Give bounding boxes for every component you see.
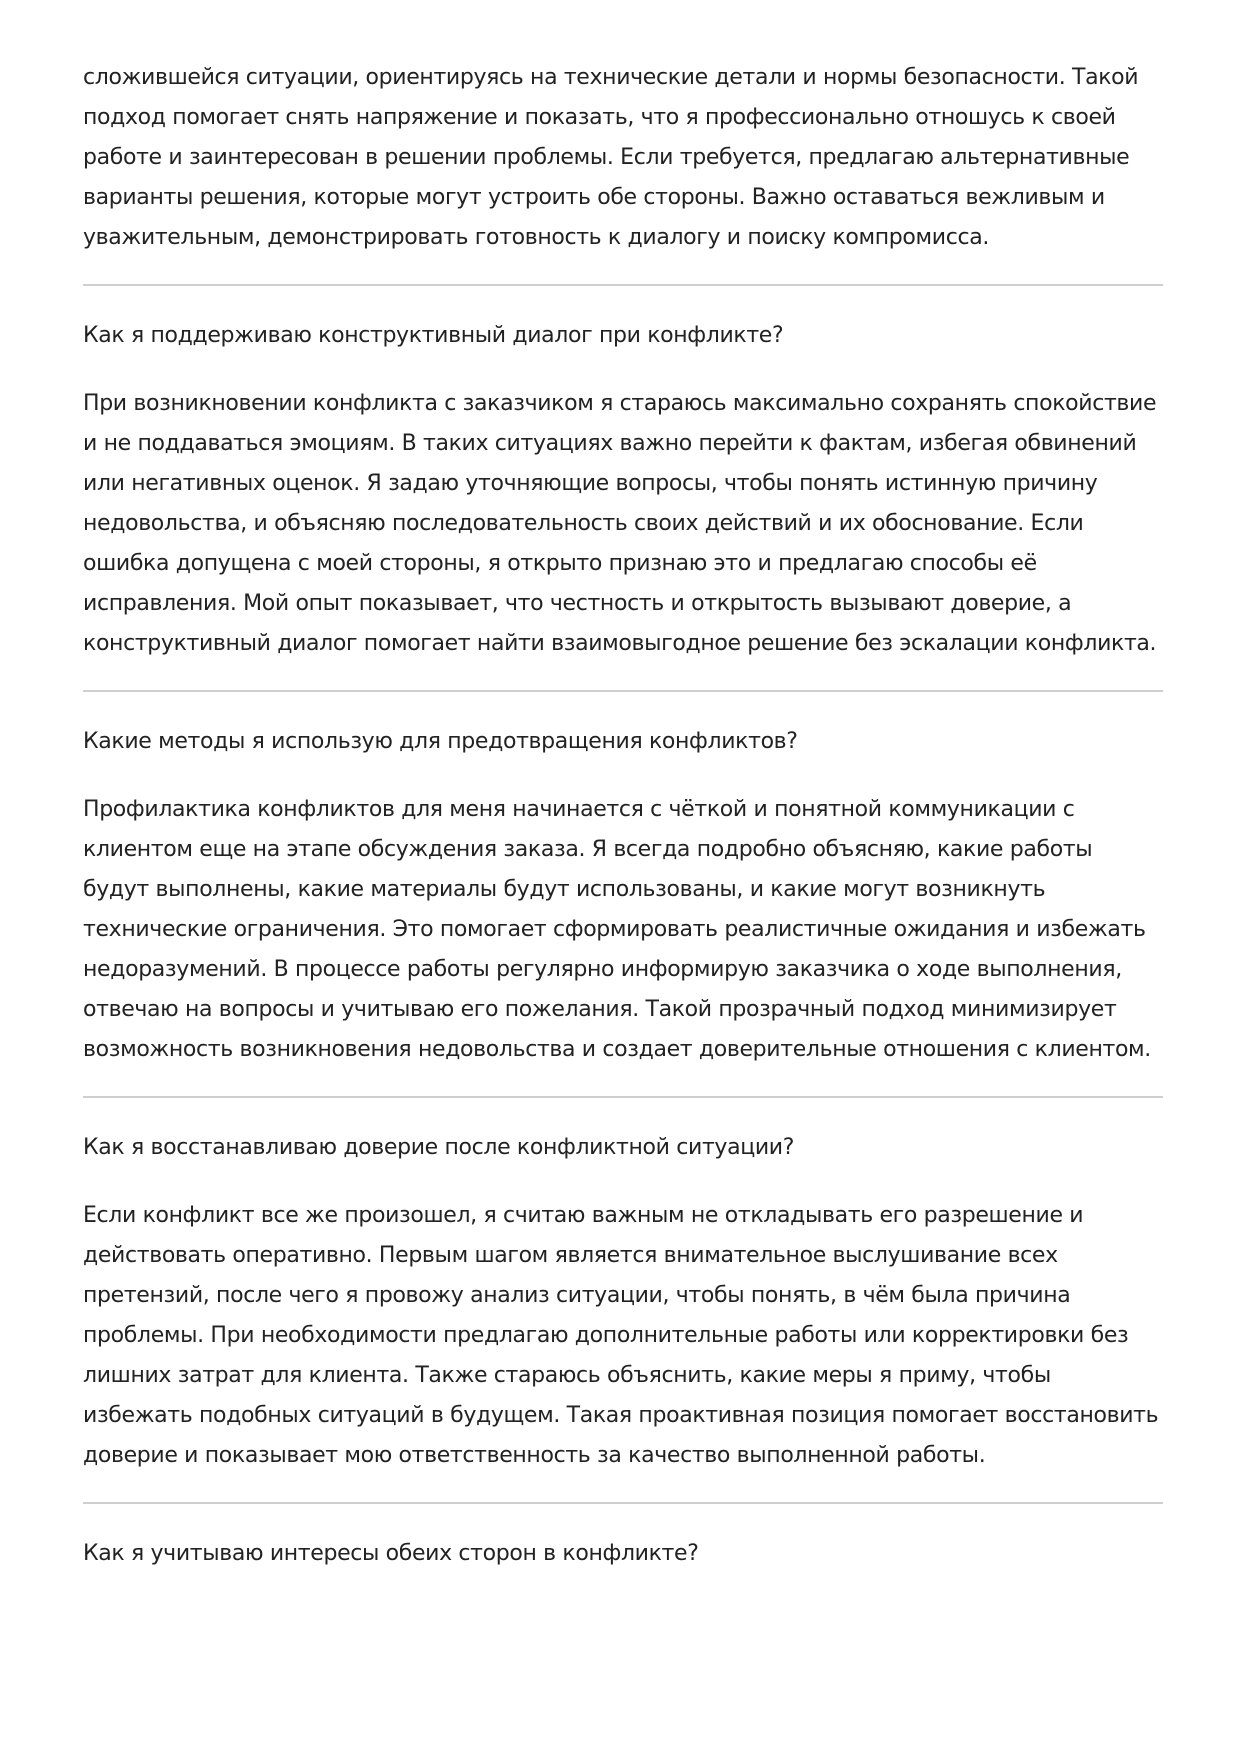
section-divider: [83, 690, 1163, 692]
section-answer: Профилактика конфликтов для меня начинается с чёткой и понятной коммуникации с клиентом еще на этапе обсуждения заказа. Я всегда подробно объясняю, какие работы будут выполнены, какие материалы будут использованы, и какие могут возникнуть технические ограничения. Это помогает сформировать реалистичные ожидания и избежать недоразумений. В процессе работы регулярно информирую заказчика о ходе выполнения, отвечаю на вопросы и учитываю его пожелания. Такой прозрачный подход минимизирует возможность возникновения недовольства и создает доверительные отношения с клиентом.: [83, 797, 1151, 1062]
section-divider: [83, 1096, 1163, 1098]
section-question: Как я поддерживаю конструктивный диалог при конфликте?: [83, 323, 784, 348]
section-question: Какие методы я использую для предотвращения конфликтов?: [83, 729, 798, 754]
document-page: [83, 58, 1163, 1570]
section-answer: Если конфликт все же произошел, я считаю важным не откладывать его разрешение и действовать оперативно. Первым шагом является внимательное выслушивание всех претензий, после чего я провожу анализ ситуации, чтобы понять, в чём была причина проблемы. При необходимости предлагаю дополнительные работы или корректировки без лишних затрат для клиента. Также стараюсь объяснить, какие меры я приму, чтобы избежать подобных ситуаций в будущем. Такая проактивная позиция помогает восстановить доверие и показывает мою ответственность за качество выполненной работы.: [83, 1203, 1159, 1468]
section-question: Как я восстанавливаю доверие после конфликтной ситуации?: [83, 1135, 795, 1160]
intro-paragraph: сложившейся ситуации, ориентируясь на технические детали и нормы безопасности. Такой подход помогает снять напряжение и показать, что я профессионально отношусь к своей работе и заинтересован в решении проблемы. Если требуется, предлагаю альтернативные варианты решения, которые могут устроить обе стороны. Важно оставаться вежливым и уважительным, демонстрировать готовность к диалогу и поиску компромисса.: [83, 65, 1139, 250]
section-question: Как я учитываю интересы обеих сторон в конфликте?: [83, 1541, 699, 1566]
section-divider: [83, 1502, 1163, 1504]
section-answer: При возникновении конфликта с заказчиком я стараюсь максимально сохранять спокойствие и не поддаваться эмоциям. В таких ситуациях важно перейти к фактам, избегая обвинений или негативных оценок. Я задаю уточняющие вопросы, чтобы понять истинную причину недовольства, и объясняю последовательность своих действий и их обоснование. Если ошибка допущена с моей стороны, я открыто признаю это и предлагаю способы её исправления. Мой опыт показывает, что честность и открытость вызывают доверие, а конструктивный диалог помогает найти взаимовыгодное решение без эскалации конфликта.: [83, 391, 1157, 656]
section-divider: [83, 284, 1163, 286]
